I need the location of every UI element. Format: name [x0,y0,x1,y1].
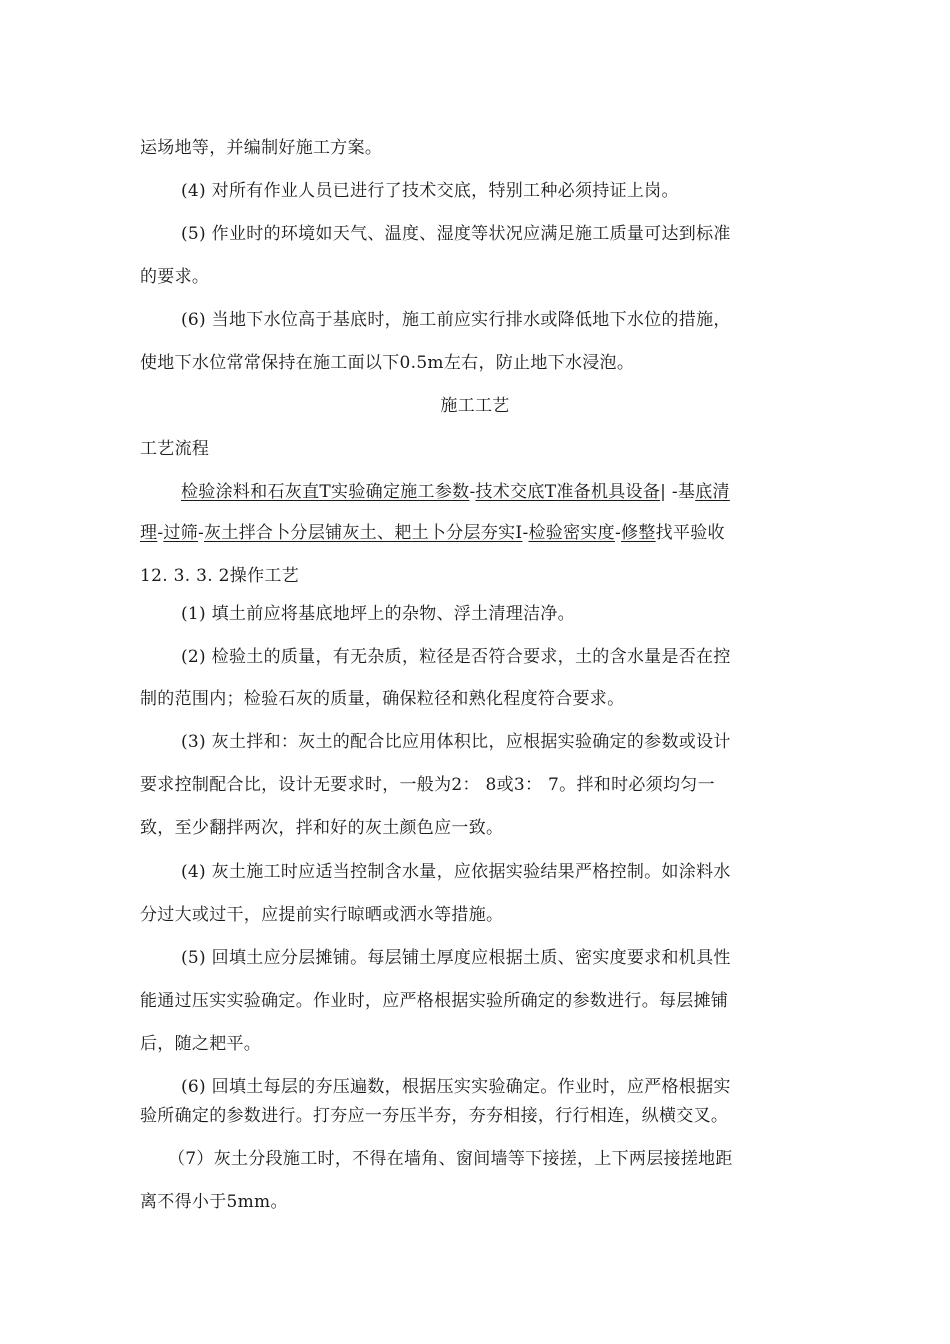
flow-step: 找平验收 [655,523,725,543]
flow-separator: | -基 [660,482,696,502]
text-line: 使地下水位常常保持在施工面以下0.5m左右，防止地下水浸泡。 [140,353,635,373]
text-line: (3) 灰土拌和：灰土的配合比应用体积比，应根据实验确定的参数或设计 [181,732,731,752]
flow-step: 灰土拌合卜分层铺灰土、耙土卜分层夯实I [204,523,523,543]
text-line: 运场地等，并编制好施工方案。 [140,138,383,158]
section-number: 12. 3. 3. 2操作工艺 [140,566,300,586]
flow-separator: - [522,523,529,543]
flow-separator: - [157,523,164,543]
subheading: 工艺流程 [140,439,210,459]
flow-step: 检验密实度 [528,523,615,543]
text-line: (2) 检验土的质量，有无杂质，粒径是否符合要求，土的含水量是否在控 [181,647,731,667]
text-line: 能通过压实实验确定。作业时，应严格根据实验所确定的参数进行。每层摊铺 [140,991,729,1011]
text-line: (4) 灰土施工时应适当控制含水量，应依据实验结果严格控制。如涂料水 [181,862,731,882]
flow-step: 理 [140,523,158,543]
text-line: 验所确定的参数进行。打夯应一夯压半夯，夯夯相接，行行相连，纵横交叉。 [140,1106,729,1126]
text-line: (6) 当地下水位高于基底时，施工前应实行排水或降低地下水位的措施， [181,310,731,330]
flow-step: 技术交底T准备机具设备 [475,482,661,502]
section-heading: 施工工艺 [440,396,510,416]
flow-step: 修整 [621,523,656,543]
text-line: 后，随之耙平。 [140,1034,262,1054]
text-line: 的要求。 [140,267,210,287]
flow-separator: - [197,523,205,543]
text-line: （7）灰土分段施工时，不得在墙角、窗间墙等下接搓，上下两层接搓地距 [168,1149,733,1169]
flow-step: 检验涂料和石灰直T实验确定施工参数 [181,482,470,502]
text-line: 离不得小于5mm。 [140,1192,288,1212]
process-flow-line-2 [140,521,725,545]
text-line: (1) 填土前应将基底地坪上的杂物、浮土清理洁净。 [181,604,575,624]
text-line: 分过大或过干，应提前实行晾晒或洒水等措施。 [140,905,504,925]
text-line: (6) 回填土每层的夯压遍数，根据压实实验确定。作业时，应严格根据实 [181,1077,731,1097]
text-line: (4) 对所有作业人员已进行了技术交底，特别工种必须持证上岗。 [181,181,679,201]
text-line: (5) 作业时的环境如天气、温度、湿度等状况应满足施工质量可达到标准 [181,224,731,244]
flow-separator: - [469,482,476,502]
process-flow-line-1 [181,480,730,504]
text-line: 致，至少翻拌两次，拌和好的灰土颜色应一致。 [140,818,504,838]
flow-step: 过筛 [163,523,198,543]
text-line: (5) 回填土应分层摊铺。每层铺土厚度应根据土质、密实度要求和机具性 [181,948,731,968]
flow-step: 底清 [695,482,730,502]
text-line: 要求控制配合比，设计无要求时，一般为2： 8或3： 7。拌和时必须均匀一 [140,775,715,795]
text-line: 制的范围内；检验石灰的质量，确保粒径和熟化程度符合要求。 [140,689,625,709]
flow-separator: - [614,523,622,543]
